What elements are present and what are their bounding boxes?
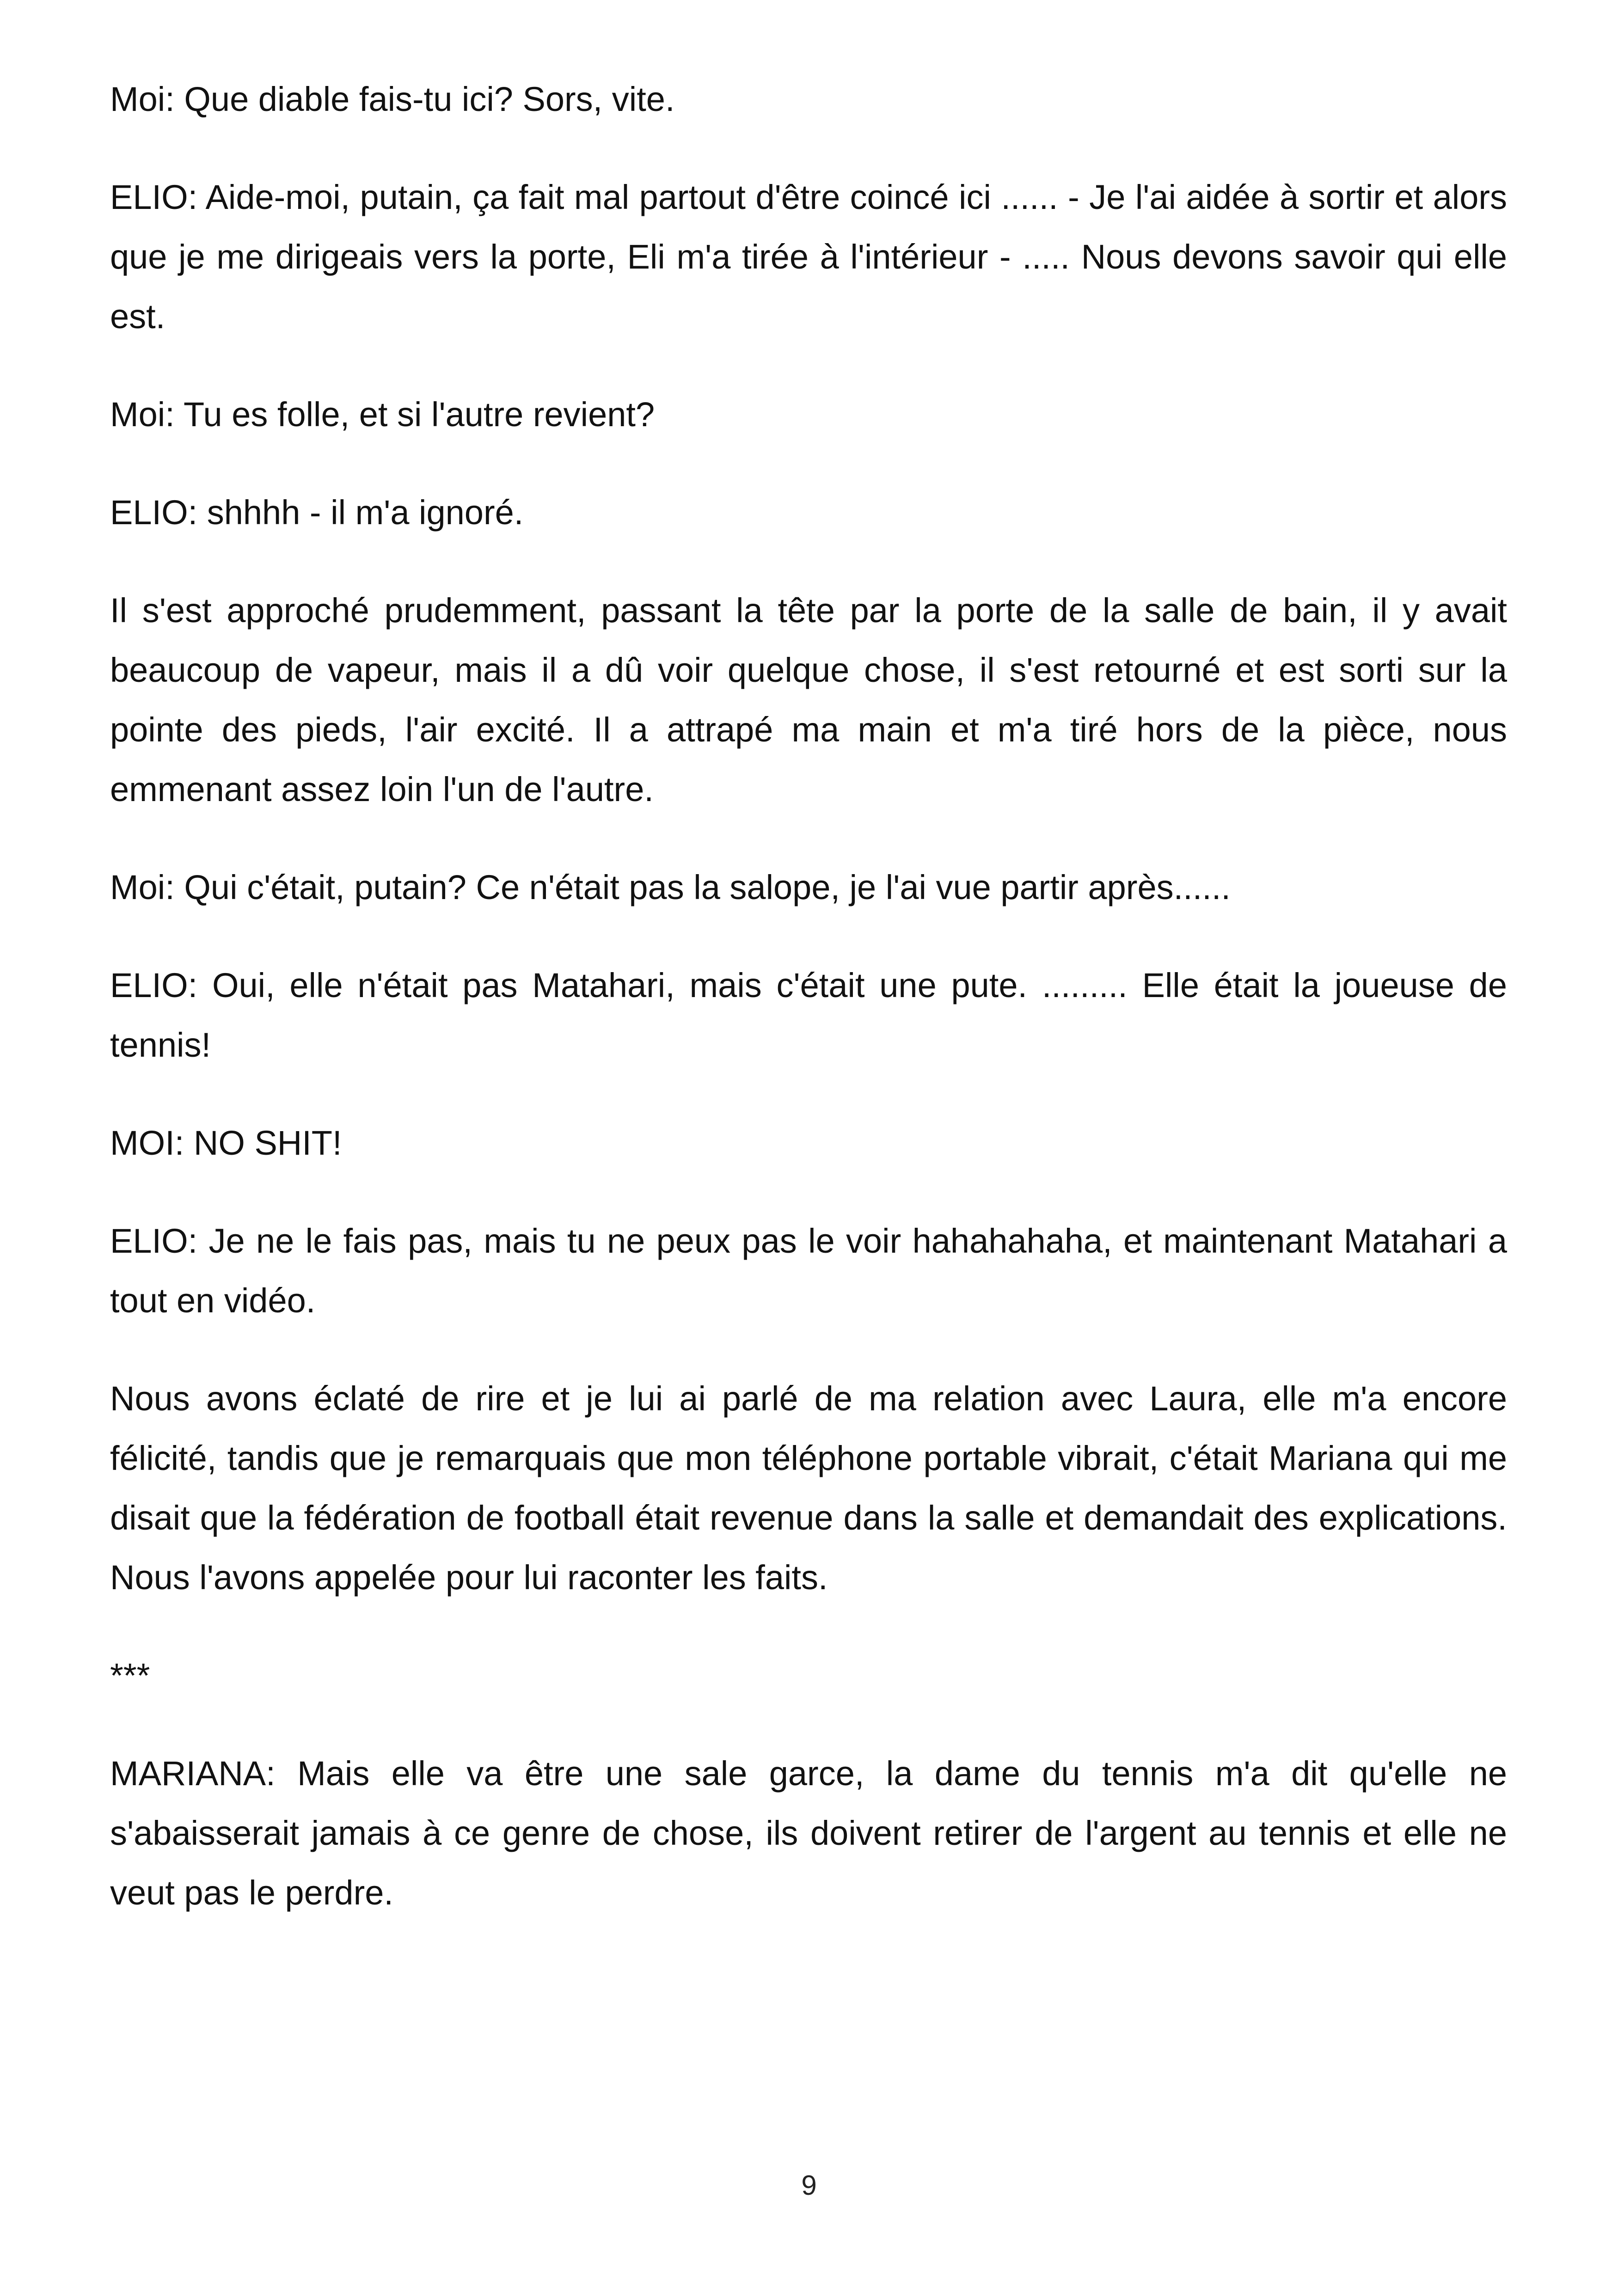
paragraph-3: Moi: Tu es folle, et si l'autre revient? (110, 395, 655, 434)
paragraph-5: Il s'est approché prudemment, passant la tête par la porte de la salle de bain, il y avait beaucoup de vapeur, mais il a dû voir quelque chose, il s'est retourné et est sorti sur la pointe des pieds, l'air excité. Il a attrapé ma main et m'a tiré hors de la pièce, nous emmenant assez loin l'un de l'autre. (110, 591, 1507, 808)
page-number: 9 (801, 2170, 817, 2201)
document-page-body (110, 69, 1507, 1961)
paragraph-4: ELIO: shhhh - il m'a ignoré. (110, 493, 524, 532)
paragraph-10: Nous avons éclaté de rire et je lui ai parlé de ma relation avec Laura, elle m'a encore félicité, tandis que je remarquais que mon téléphone portable vibrait, c'était Mariana qui me disait que la fédération de football était revenue dans la salle et demandait des explications. Nous l'avons appelée pour lui raconter les faits. (110, 1379, 1507, 1597)
paragraph-9: ELIO: Je ne le fais pas, mais tu ne peux pas le voir hahahahaha, et maintenant Matahari a tout en vidéo. (110, 1222, 1507, 1320)
paragraph-8: MOI: NO SHIT! (110, 1124, 342, 1162)
paragraph-1: Moi: Que diable fais-tu ici? Sors, vite. (110, 80, 675, 118)
paragraph-7: ELIO: Oui, elle n'était pas Matahari, mais c'était une pute. ......... Elle était la joueuse de tennis! (110, 966, 1507, 1064)
paragraph-6: Moi: Qui c'était, putain? Ce n'était pas la salope, je l'ai vue partir après...... (110, 868, 1231, 906)
section-separator: *** (110, 1656, 150, 1695)
paragraph-11: MARIANA: Mais elle va être une sale garce, la dame du tennis m'a dit qu'elle ne s'abaisserait jamais à ce genre de chose, ils doivent retirer de l'argent au tennis et elle ne veut pas le perdre. (110, 1754, 1507, 1912)
paragraph-2: ELIO: Aide-moi, putain, ça fait mal partout d'être coincé ici ...... - Je l'ai aidée à sortir et alors que je me dirigeais vers la porte, Eli m'a tirée à l'intérieur - ..... Nous devons savoir qui elle est. (110, 178, 1507, 336)
